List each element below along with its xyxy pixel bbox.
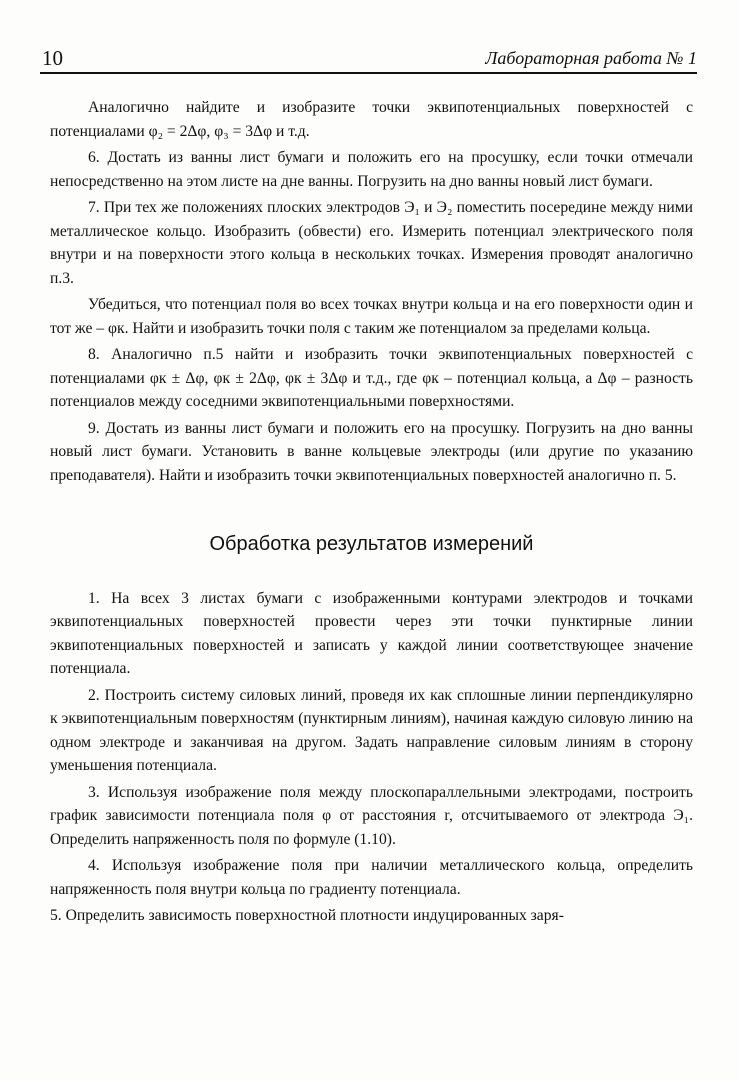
running-title: Лабораторная работа № 1: [485, 48, 697, 68]
paragraph: 4. Используя изображение поля при наличии металлического кольца, определить напряженность поля внутри кольца по градиенту потенциала.: [50, 857, 693, 898]
paragraph: 2. Построить систему силовых линий, проведя их как сплошные линии перпендикулярно к эквипотенциальным поверхностям (пунктирным линиям), начиная каждую силовую линию на одном электроде и заканчивая на другом. Задать направление силовым линиям в сторону уменьшения потенциала.: [50, 686, 693, 774]
paragraph: 1. На всех 3 листах бумаги с изображенными контурами электродов и точками эквипотенциальных поверхностей провести через эти точки пунктирные линии эквипотенциальных поверхностей и записать у каждой линии соответствующее значение потенциала.: [50, 589, 693, 677]
paragraph: Аналогично найдите и изобразите точки эквипотенциальных поверхностей с потенциалами φ₂ = 2Δφ, φ₃ = 3Δφ и т.д.: [50, 99, 693, 140]
paragraph: 5. Определить зависимость поверхностной плотности индуцированных заря-: [50, 907, 564, 924]
paragraph: 3. Используя изображение поля между плоскопараллельными электродами, построить график зависимости потенциала поля φ от расстояния r, отсчитываемого от электрода Э₁. Определить напряженность поля по формуле (1.10).: [50, 783, 693, 848]
body-text: [50, 96, 693, 931]
paragraph: 6. Достать из ванны лист бумаги и положить его на просушку, если точки отмечали непосредственно на этом листе на дне ванны. Погрузить на дно ванны новый лист бумаги.: [50, 149, 693, 190]
paragraph: 7. При тех же положениях плоских электродов Э₁ и Э₂ поместить посередине между ними металлическое кольцо. Изобразить (обвести) его. Измерить потенциал электрического поля внутри и на поверхности этого кольца в нескольких точках. Измерения проводят аналогично п.3.: [50, 199, 693, 287]
paragraph: Убедиться, что потенциал поля во всех точках внутри кольца и на его поверхности один и тот же – φк. Найти и изобразить точки поля с таким же потенциалом за пределами кольца.: [50, 296, 693, 337]
page-number: 10: [42, 46, 63, 70]
paragraph: 8. Аналогично п.5 найти и изобразить точки эквипотенциальных поверхностей с потенциалами φк ± Δφ, φк ± 2Δφ, φк ± 3Δφ и т.д., где φк – потенциал кольца, а Δφ – разность потенциалов между соседними эквипотенциальными поверхностями.: [50, 346, 693, 410]
section-heading: Обработка результатов измерений: [209, 533, 534, 555]
paragraph: 9. Достать из ванны лист бумаги и положить его на просушку. Погрузить на дно ванны новый лист бумаги. Установить в ванне кольцевые электроды (или другие по указанию преподавателя). Найти и изобразить точки эквипотенциальных поверхностей аналогично п. 5.: [50, 419, 693, 484]
page-header: [40, 44, 697, 74]
